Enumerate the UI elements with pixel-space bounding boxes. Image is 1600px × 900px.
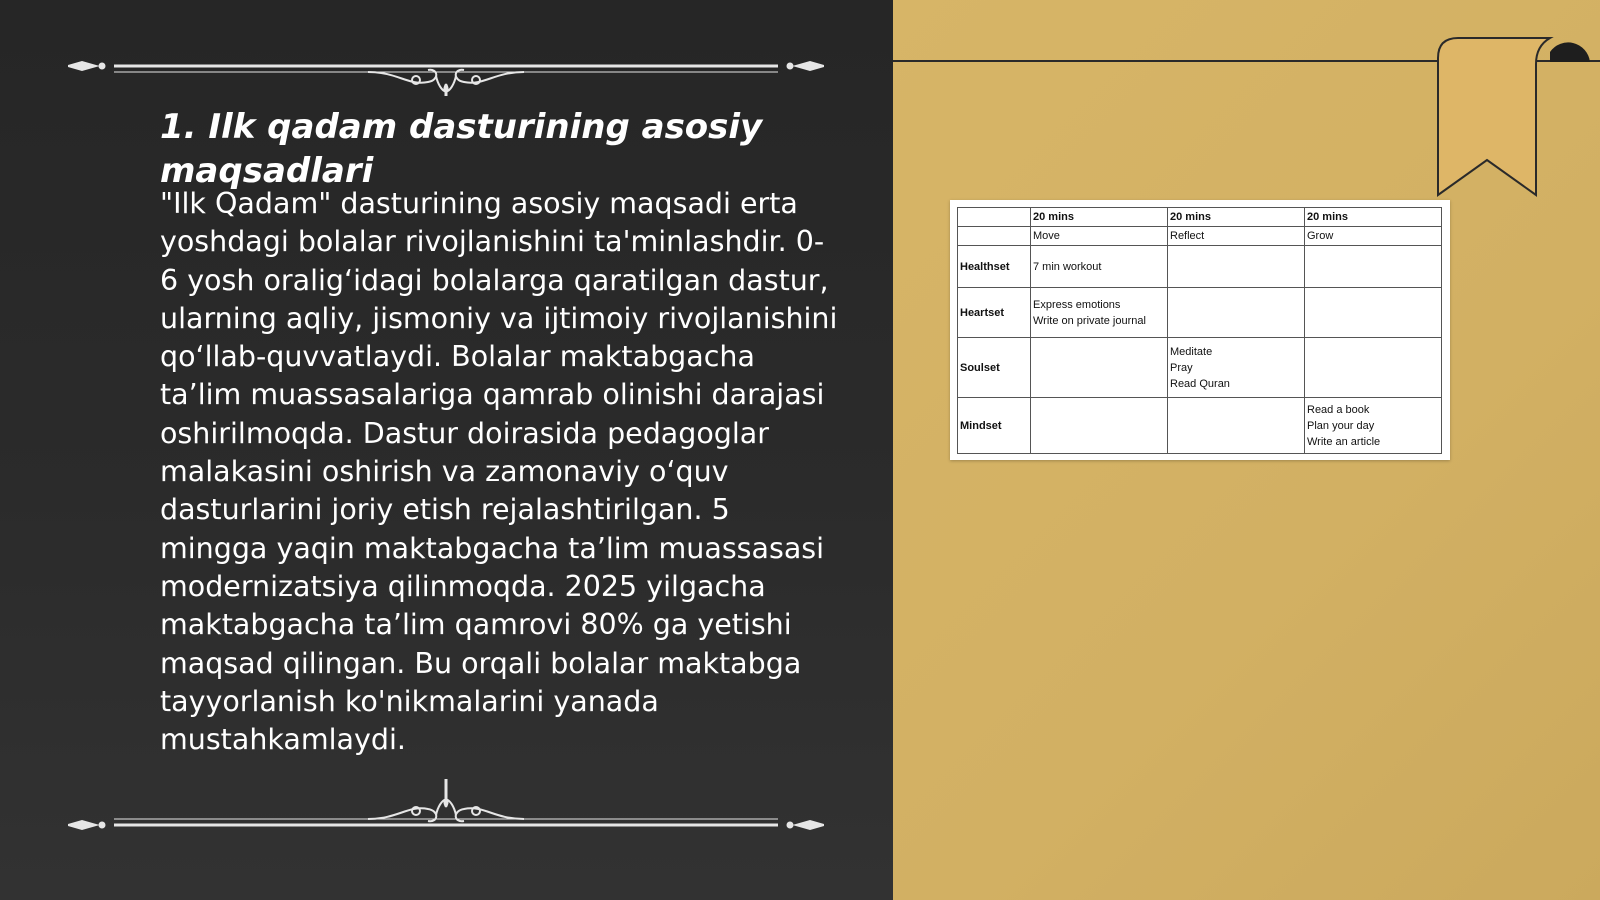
table-corner-cell: [958, 227, 1031, 246]
table-cell: [1031, 338, 1168, 398]
table-cell: Express emotions Write on private journal: [1031, 288, 1168, 338]
slide-body-text: "Ilk Qadam" dasturining asosiy maqsadi erta yoshdagi bolalar rivojlanishini ta'minlashdir. 0-6 yosh oralig‘idagi bolalarga qaratilgan dastur, ularning aqliy, jismoniy va ijtimoiy rivojlanishini qo‘llab-quvvatlaydi. Bolalar maktabgacha ta’lim muassasalariga qamrab olinishi darajasi oshirilmoqda. Dastur doirasida pedagoglar malakasini oshirish va zamonaviy o‘quv dasturlarini joriy etish rejalashtirilgan. 5 mingga yaqin maktabgacha ta’lim muassasasi modernizatsiya qilinmoqda. 2025 yilgacha maktabgacha ta’lim qamrovi 80% ga yetishi maqsad qilingan. Bu orqali bolalar maktabga tayyorlanish ko'nikmalarini yanada mustahkamlaydi.: [160, 187, 838, 757]
row-label: Healthset: [958, 246, 1031, 288]
row-label: Soulset: [958, 338, 1031, 398]
column-activity: Reflect: [1168, 227, 1305, 246]
schedule-table: [957, 207, 1442, 454]
table-cell: [1305, 288, 1442, 338]
table-row: [958, 288, 1442, 338]
table-corner-cell: [958, 208, 1031, 227]
row-label: Heartset: [958, 288, 1031, 338]
flourish-divider-top-icon: [68, 36, 824, 96]
column-activity: Move: [1031, 227, 1168, 246]
bookmark-ribbon-icon: [1430, 30, 1590, 205]
flourish-divider-bottom-icon: [68, 775, 824, 835]
column-duration: 20 mins: [1305, 208, 1442, 227]
table-cell: Read a book Plan your day Write an article: [1305, 398, 1442, 454]
table-cell: [1168, 398, 1305, 454]
table-header-row: [958, 208, 1442, 227]
slide-title: 1. Ilk qadam dasturining asosiy maqsadlari: [160, 107, 763, 191]
table-subheader-row: [958, 227, 1442, 246]
table-cell: [1168, 246, 1305, 288]
table-cell: [1305, 246, 1442, 288]
table-row: [958, 246, 1442, 288]
schedule-table-image: [950, 200, 1450, 460]
table-cell: [1031, 398, 1168, 454]
column-duration: 20 mins: [1168, 208, 1305, 227]
table-cell: Meditate Pray Read Quran: [1168, 338, 1305, 398]
table-cell: [1305, 338, 1442, 398]
table-row: [958, 398, 1442, 454]
table-cell: [1168, 288, 1305, 338]
column-duration: 20 mins: [1031, 208, 1168, 227]
column-activity: Grow: [1305, 227, 1442, 246]
table-row: [958, 338, 1442, 398]
row-label: Mindset: [958, 398, 1031, 454]
table-cell: 7 min workout: [1031, 246, 1168, 288]
